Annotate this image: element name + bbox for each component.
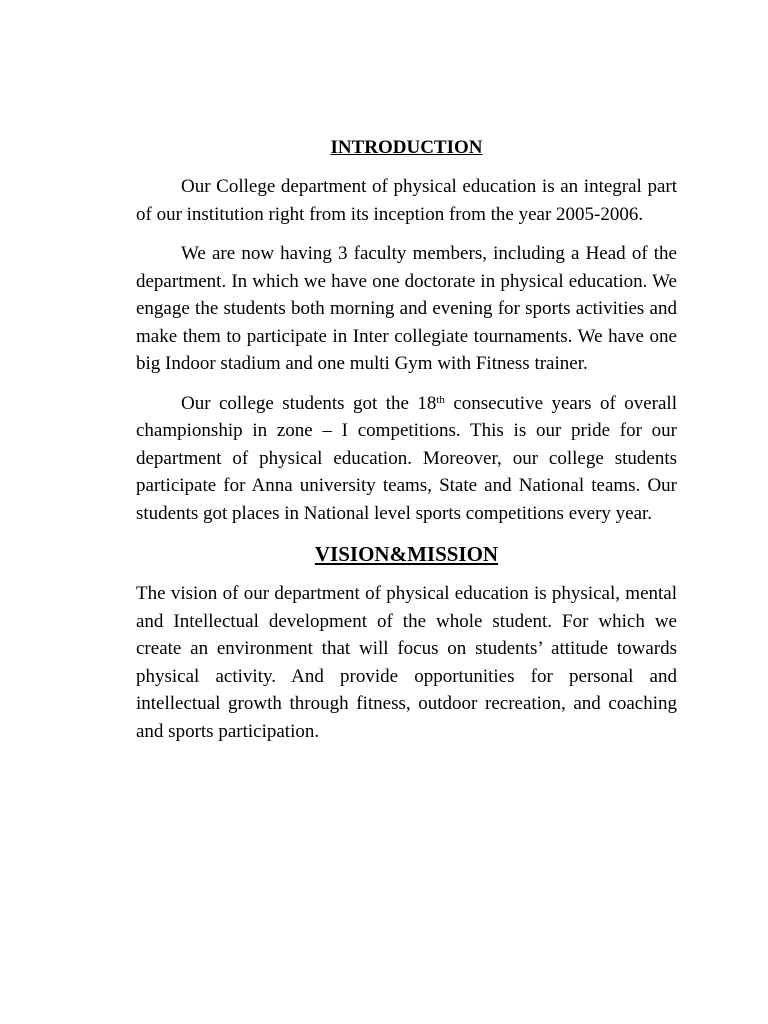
- paragraph-3-text-end: consecutive years of overall championship in zone – I competitions. This is our pride for our department of physical education. Moreover, our college students participate for Anna university teams, State and National teams. Our students got places in National level sports competitions every year.: [136, 392, 677, 524]
- introduction-paragraph-2: We are now having 3 faculty members, including a Head of the department. In which we have one doctorate in physical education. We engage the students both morning and evening for sports activities and make them to participate in Inter collegiate tournaments. We have one big Indoor stadium and one multi Gym with Fitness trainer.: [136, 243, 677, 374]
- vision-mission-paragraph: The vision of our department of physical education is physical, mental and Intellectual development of the whole student. For which we create an environment that will focus on students’ attitude towards physical activity. And provide opportunities for personal and intellectual growth through fitness, outdoor recreation, and coaching and sports participation.: [136, 583, 677, 742]
- document-page: [136, 136, 677, 745]
- introduction-paragraph-1: Our College department of physical education is an integral part of our institution right from its inception from the year 2005-2006.: [136, 176, 677, 225]
- ordinal-suffix: th: [436, 393, 445, 406]
- introduction-paragraph-3: [136, 390, 677, 528]
- vision-mission-heading: VISION&MISSION: [314, 542, 499, 566]
- introduction-heading: INTRODUCTION: [330, 137, 483, 158]
- paragraph-3-text-start: Our college students got the 18: [181, 392, 437, 414]
